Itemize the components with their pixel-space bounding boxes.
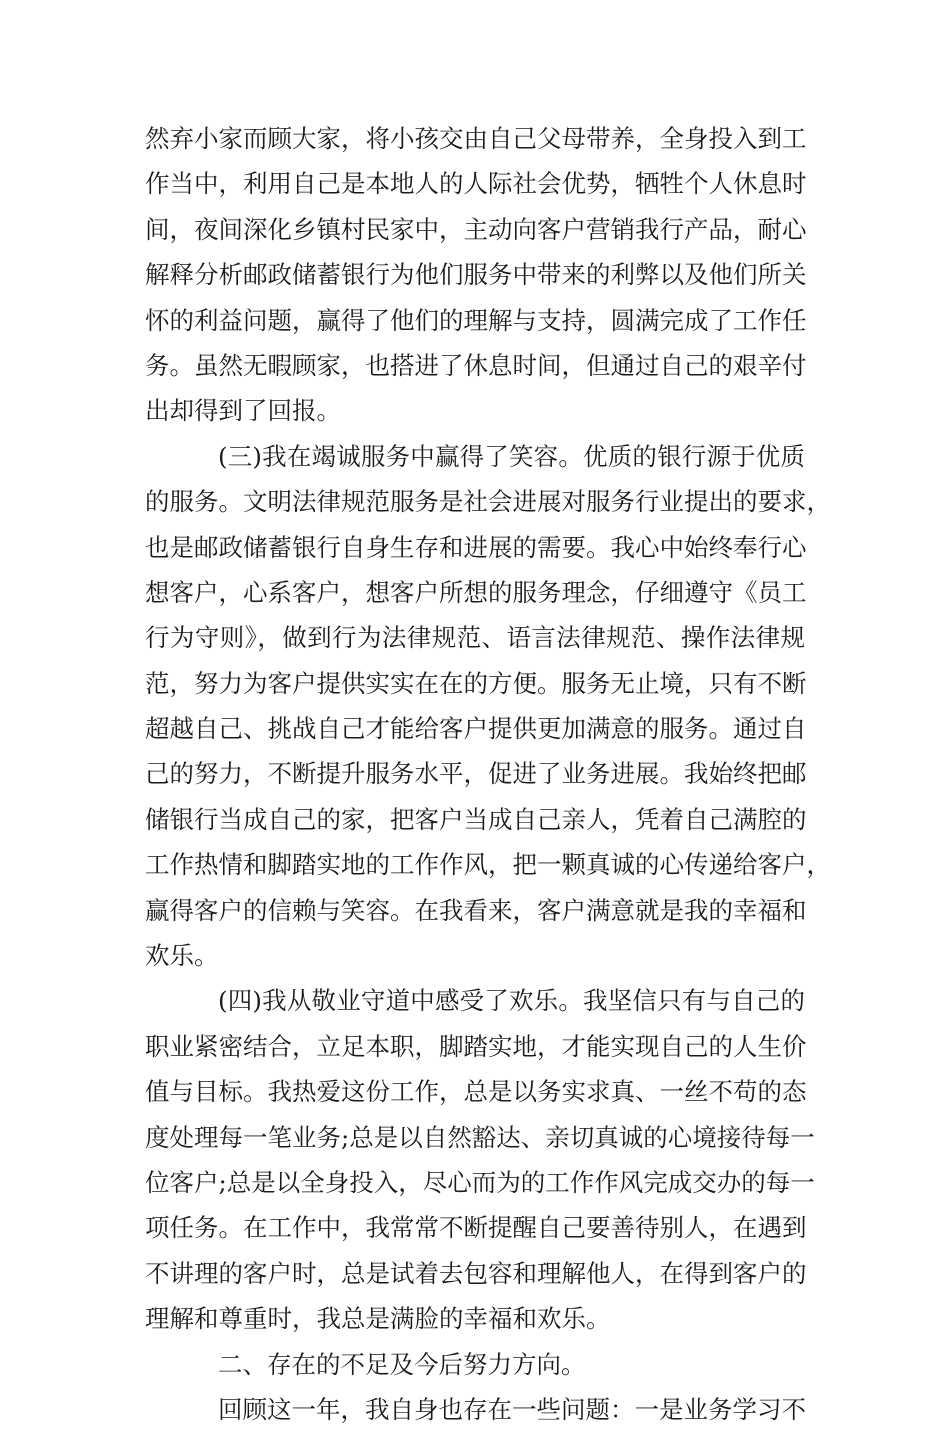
text-line: 务。虽然无暇顾家，也搭进了休息时间，但通过自己的艰辛付 [145,350,807,380]
text-line: 欢乐。 [145,941,219,971]
text-line: 想客户，心系客户，想客户所想的服务理念，仔细遵守《员工 [145,577,807,607]
text-line: 出却得到了回报。 [145,396,341,426]
text-line: 行为守则》，做到行为法律规范、语言法律规范、操作法律规 [145,623,805,653]
text-line: 不讲理的客户时，总是试着去包容和理解他人，在得到客户的 [145,1258,807,1288]
text-line: 间，夜间深化乡镇村民家中，主动向客户营销我行产品，耐心 [145,214,807,244]
text-line: 范，努力为客户提供实实在在的方便。服务无止境，只有不断 [145,668,807,698]
text-line: (四)我从敬业守道中感受了欢乐。我坚信只有与自己的 [218,986,805,1016]
text-line: 工作热情和脚踏实地的工作作风，把一颗真诚的心传递给客户， [145,850,831,880]
text-line: 怀的利益问题，赢得了他们的理解与支持，圆满完成了工作任 [145,305,807,335]
text-line: 理解和尊重时，我总是满脸的幸福和欢乐。 [145,1304,611,1334]
text-line: 的服务。文明法律规范服务是社会进展对服务行业提出的要求， [145,487,831,517]
text-line: 回顾这一年，我自身也存在一些问题：一是业务学习不 [218,1394,806,1424]
text-line: 位客户;总是以全身投入，尽心而为的工作作风完成交办的每一 [145,1167,815,1197]
text-line: 职业紧密结合，立足本职，脚踏实地，才能实现自己的人生价 [145,1031,807,1061]
text-line: 值与目标。我热爱这份工作，总是以务实求真、一丝不苟的态 [145,1077,807,1107]
text-line: 度处理每一笔业务;总是以自然豁达、亲切真诚的心境接待每一 [145,1122,815,1152]
text-line: 作当中，利用自己是本地人的人际社会优势，牺牲个人休息时 [145,169,807,199]
text-line: 然弃小家而顾大家，将小孩交由自己父母带养，全身投入到工 [145,124,807,153]
text-line: 二、存在的不足及今后努力方向。 [218,1349,586,1379]
text-line: 储银行当成自己的家，把客户当成自己亲人，凭着自己满腔的 [145,804,807,834]
text-line: (三)我在竭诚服务中赢得了笑容。优质的银行源于优质 [218,441,805,471]
text-line: 赢得客户的信赖与笑容。在我看来，客户满意就是我的幸福和 [145,895,807,925]
text-line: 超越自己、挑战自己才能给客户提供更加满意的服务。通过自 [145,714,807,744]
document-body [145,116,831,1432]
text-line: 项任务。在工作中，我常常不断提醒自己要善待别人，在遇到 [145,1213,807,1243]
text-line: 解释分析邮政储蓄银行为他们服务中带来的利弊以及他们所关 [145,260,807,290]
text-line: 也是邮政储蓄银行自身生存和进展的需要。我心中始终奉行心 [145,532,807,562]
text-line: 己的努力，不断提升服务水平，促进了业务进展。我始终把邮 [145,759,807,789]
